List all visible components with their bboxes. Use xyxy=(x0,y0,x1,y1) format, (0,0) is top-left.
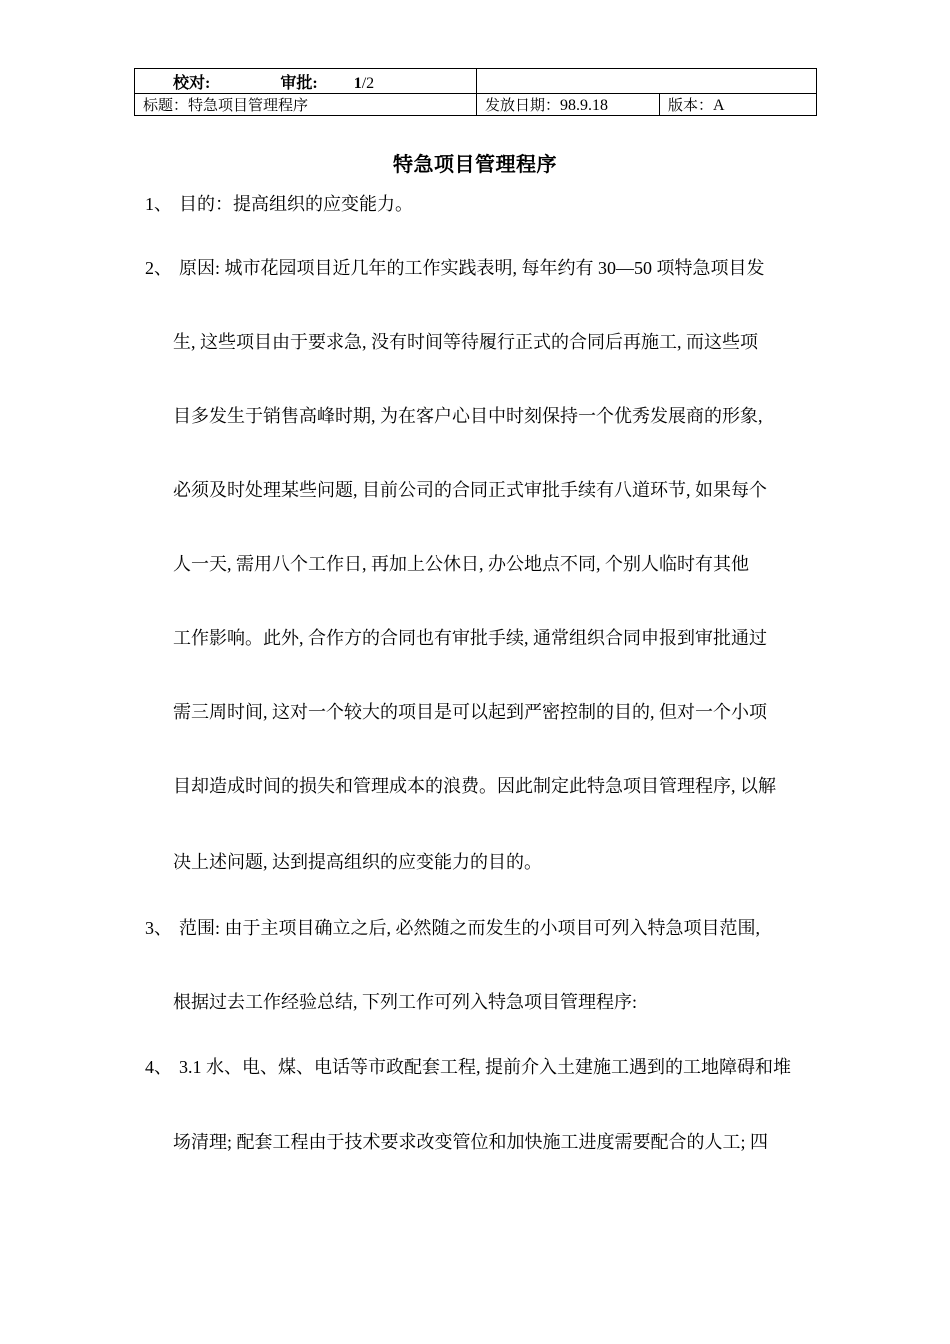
issue-date-value: 98.9.18 xyxy=(560,97,609,114)
header-blank-cell xyxy=(477,69,817,94)
title-label: 标题： xyxy=(143,96,189,114)
approved-by-label: 审批: xyxy=(280,74,318,92)
section-line: 人一天, 需用八个工作日, 再加上公休日, 办公地点不同, 个别人临时有其他 xyxy=(173,554,749,574)
page-total: /2 xyxy=(361,74,375,92)
version-label: 版本： xyxy=(668,96,714,114)
document-header-table xyxy=(134,68,817,116)
section-line: 原因: 城市花园项目近几年的工作实践表明, 每年约有 30—50 项特急项目发 xyxy=(179,258,765,278)
section-number: 3、 xyxy=(145,918,172,938)
section-line: 场清理; 配套工程由于技术要求改变管位和加快施工进度需要配合的人工; 四 xyxy=(173,1132,768,1152)
section-line: 3.1 水、电、煤、电话等市政配套工程, 提前介入土建施工遇到的工地障碍和堆 xyxy=(179,1057,791,1077)
section-line: 必须及时处理某些问题, 目前公司的合同正式审批手续有八道环节, 如果每个 xyxy=(173,480,767,500)
section-line: 目的：提高组织的应变能力。 xyxy=(179,194,413,214)
section-number: 2、 xyxy=(145,258,172,278)
section-number: 4、 xyxy=(145,1057,172,1077)
page-current: 1 xyxy=(353,74,362,92)
section-line: 根据过去工作经验总结, 下列工作可列入特急项目管理程序: xyxy=(173,992,637,1012)
version-cell xyxy=(660,94,817,116)
section-number: 1、 xyxy=(145,194,172,214)
title-value: 特急项目管理程序 xyxy=(188,96,309,114)
issue-date-cell xyxy=(477,94,660,116)
section-line: 目却造成时间的损失和管理成本的浪费。因此制定此特急项目管理程序, 以解 xyxy=(173,776,776,796)
section-line: 决上述问题, 达到提高组织的应变能力的目的。 xyxy=(173,852,542,872)
section-line: 生, 这些项目由于要求急, 没有时间等待履行正式的合同后再施工, 而这些项 xyxy=(173,332,758,352)
section-line: 需三周时间, 这对一个较大的项目是可以起到严密控制的目的, 但对一个小项 xyxy=(173,702,767,722)
approval-cell xyxy=(135,69,477,94)
document-title: 特急项目管理程序 xyxy=(393,152,557,176)
version-value: A xyxy=(713,97,725,114)
section-line: 范围: 由于主项目确立之后, 必然随之而发生的小项目可列入特急项目范围, xyxy=(179,918,760,938)
section-line: 工作影响。此外, 合作方的合同也有审批手续, 通常组织合同申报到审批通过 xyxy=(173,628,767,648)
title-cell xyxy=(135,94,477,116)
issue-date-label: 发放日期： xyxy=(485,96,561,114)
section-line: 目多发生于销售高峰时期, 为在客户心目中时刻保持一个优秀发展商的形象, xyxy=(173,406,763,426)
checked-by-label: 校对: xyxy=(173,74,211,92)
